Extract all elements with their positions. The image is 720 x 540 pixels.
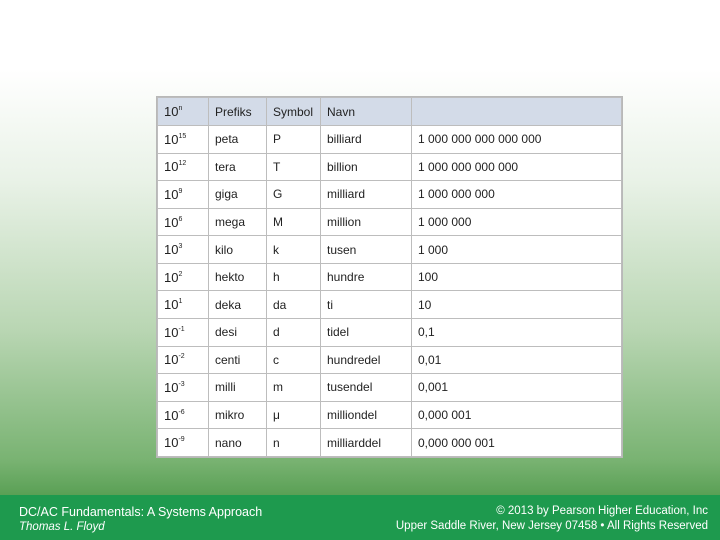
table-row [158, 374, 622, 402]
power-cell: $10^2$ [158, 263, 209, 291]
symbol-cell: k [267, 236, 321, 264]
power-cell: $10^{-3}$ [158, 374, 209, 402]
value-cell: 1 000 000 000 [412, 181, 622, 209]
table-row [158, 346, 622, 374]
prefix-table-grid [157, 97, 622, 457]
power-cell: $10^3$ [158, 236, 209, 264]
symbol-cell: da [267, 291, 321, 319]
prefix-cell: kilo [209, 236, 267, 264]
table-row [158, 126, 622, 154]
value-cell: 0,1 [412, 319, 622, 347]
prefix-cell: mega [209, 208, 267, 236]
table-row [158, 263, 622, 291]
name-cell: milliarddel [321, 429, 412, 457]
footer-author: Thomas L. Floyd [19, 521, 105, 533]
name-cell: tidel [321, 319, 412, 347]
prefix-cell: mikro [209, 401, 267, 429]
name-cell: hundre [321, 263, 412, 291]
table-row [158, 401, 622, 429]
footer-address: Upper Saddle River, New Jersey 07458 • All Rights Reserved [395, 520, 708, 532]
prefix-cell: tera [209, 153, 267, 181]
table-row [158, 236, 622, 264]
header-prefix: Prefiks [209, 98, 267, 126]
footer-bar [0, 495, 720, 540]
footer-book-title: DC/AC Fundamentals: A Systems Approach [19, 505, 263, 519]
prefix-cell: milli [209, 374, 267, 402]
name-cell: ti [321, 291, 412, 319]
name-cell: hundredel [321, 346, 412, 374]
value-cell: 100 [412, 263, 622, 291]
header-power: 10$^n$ [158, 98, 209, 126]
name-cell: tusen [321, 236, 412, 264]
prefix-cell: deka [209, 291, 267, 319]
symbol-cell: h [267, 263, 321, 291]
name-cell: milliondel [321, 401, 412, 429]
prefix-cell: desi [209, 319, 267, 347]
table-row [158, 208, 622, 236]
table-header-row [158, 98, 622, 126]
table-row [158, 291, 622, 319]
symbol-cell: M [267, 208, 321, 236]
symbol-cell: G [267, 181, 321, 209]
power-cell: $10^9$ [158, 181, 209, 209]
name-cell: tusendel [321, 374, 412, 402]
prefix-cell: centi [209, 346, 267, 374]
symbol-cell: T [267, 153, 321, 181]
power-cell: $10^6$ [158, 208, 209, 236]
value-cell: 1 000 000 000 000 000 [412, 126, 622, 154]
power-cell: $10^{-6}$ [158, 401, 209, 429]
value-cell: 0,001 [412, 374, 622, 402]
power-cell: $10^{-1}$ [158, 319, 209, 347]
name-cell: billiard [321, 126, 412, 154]
value-cell: 1 000 [412, 236, 622, 264]
value-cell: 10 [412, 291, 622, 319]
power-cell: $10^{-9}$ [158, 429, 209, 457]
header-name: Navn [321, 98, 412, 126]
power-cell: $10^{-2}$ [158, 346, 209, 374]
symbol-cell: d [267, 319, 321, 347]
footer-copyright: © 2013 by Pearson Higher Education, Inc [496, 505, 708, 517]
prefix-cell: giga [209, 181, 267, 209]
table-row [158, 153, 622, 181]
value-cell: 0,000 000 001 [412, 429, 622, 457]
name-cell: milliard [321, 181, 412, 209]
header-symbol: Symbol [267, 98, 321, 126]
power-cell: $10^1$ [158, 291, 209, 319]
prefix-cell: nano [209, 429, 267, 457]
value-cell: 1 000 000 [412, 208, 622, 236]
table-row [158, 319, 622, 347]
prefix-table [156, 96, 623, 458]
value-cell: 0,000 001 [412, 401, 622, 429]
table-row [158, 429, 622, 457]
name-cell: billion [321, 153, 412, 181]
value-cell: 0,01 [412, 346, 622, 374]
table-row [158, 181, 622, 209]
symbol-cell: c [267, 346, 321, 374]
prefix-cell: hekto [209, 263, 267, 291]
symbol-cell: μ [267, 401, 321, 429]
power-cell: $10^{15}$ [158, 126, 209, 154]
header-value [412, 98, 622, 126]
name-cell: million [321, 208, 412, 236]
symbol-cell: P [267, 126, 321, 154]
power-cell: $10^{12}$ [158, 153, 209, 181]
symbol-cell: n [267, 429, 321, 457]
value-cell: 1 000 000 000 000 [412, 153, 622, 181]
prefix-cell: peta [209, 126, 267, 154]
symbol-cell: m [267, 374, 321, 402]
